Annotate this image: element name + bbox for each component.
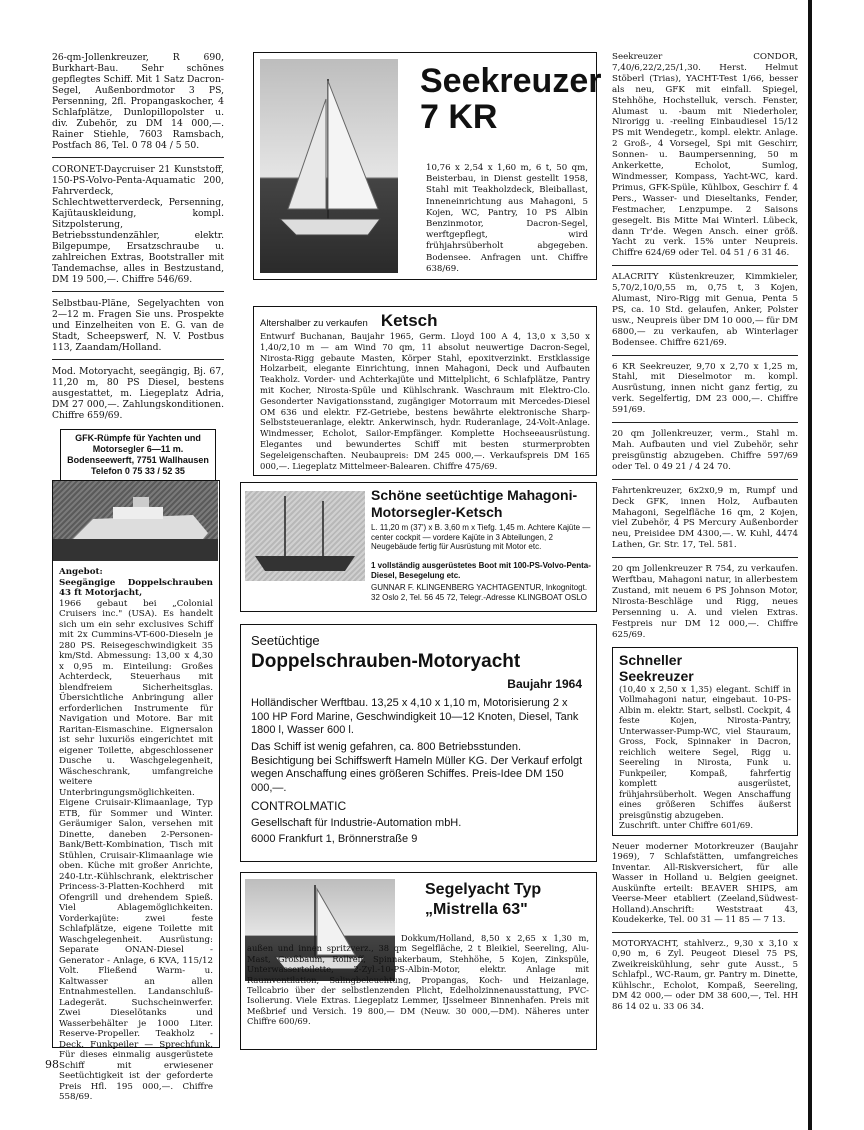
left-column (52, 52, 224, 481)
sailboat-illustration (260, 59, 398, 273)
mahagoni-text-2: 1 vollständig ausgerüstetes Boot mit 100-PS-Volvo-Penta-Diesel, Besegelung etc. (371, 561, 591, 580)
dsm-year: Baujahr 1964 (507, 677, 582, 691)
classified-ad-motorkreuzer: Neuer moderner Motorkreuzer (Baujahr 1969), 7 Schlafstätten, umfangreiches Inventar. All-Riskversichert, für alle Wasser in Holland u. Belgien geeignet. Auskünfte erteilt: BEAVER SHIPS, am Veerse-Meer etabliert (Zeeland,Südwest-Holland).Anschrift: Weststraat 43, Koudekerke, Tel. 00 31 — 11 85 — 7 13. (612, 841, 798, 925)
classified-ad-motoryacht: Mod. Motoryacht, seegängig, Bj. 67, 11,20 m, 80 PS Diesel, bestens ausgestattet, m. Liegeplatz Adria, DM 27 000,—. Zahlungskonditionen. Chiffre 659/69. (52, 366, 224, 421)
mistrella-text: Dokkum/Holland, 8,50 x 2,65 x 1,30 m, außen und innen spritzverz., 38 qm Segelfläche, 2 t Bleikiel, Seereling, Alu-Mast, Großbaum, Rollreff, Spinnakerbaum, Stehhöhe, 5 Kojen, Zinkspüle, Unterwassertoilette, 2-Zyl.-10-PS-Albin-Motor, elektr. Anlage mit Raumventilation, Salingbeleuchtung, Propangas, Koch- und Heizanlage, Tellcabrio über der selbstlenzenden Plicht, Edelholzinnenausstattung, PVC-Isolierung. Viele Extras. Liegeplatz Lemmer, IJsselmeer Binnenhafen. Preis mit Meßbrief und Versich. 19 800,— DM (Neuw. 30 000,—DM). Näheres unter Chiffre 600/69. (247, 933, 589, 1027)
page-edge-bar (808, 0, 812, 1130)
ad-heading: Seegängige Doppelschrauben 43 ft Motorjacht, (59, 577, 213, 598)
classified-ad-jollenkreuzer: 26-qm-Jollenkreuzer, R 690, Burkhart-Bau. Sehr schönes gepflegtes Schiff. Mit 1 Satz Dacron-Segel, Außenbordmotor 3 PS, Persenning, 2fl. Propangaskocher, 4 Schlafplätze, Dunlopillopolster u. div. Zubehör, zu DM 14 000,—. Rainer Stiehle, 7603 Ramsbach, Postfach 86, Tel. 0 78 04 / 5 50. (52, 52, 224, 151)
seekreuzer-subtitle: 7 KR (420, 98, 498, 136)
ketsch-ad-box (253, 306, 597, 476)
divider (612, 422, 798, 423)
doppelschrauben-ad-box (240, 624, 597, 862)
seekreuzer-ad-box (253, 52, 602, 280)
seekreuzer-title: Seekreuzer (420, 62, 602, 100)
mistrella-subtitle: „Mistrella 63" (425, 901, 528, 918)
dsm-address-2: 6000 Frankfurt 1, Brönnerstraße 9 (251, 833, 418, 845)
divider (612, 355, 798, 356)
schneller-title: Schneller (619, 651, 683, 668)
divider (612, 932, 798, 933)
classified-ad-motoryacht-stahl: MOTORYACHT, stahlverz., 9,30 x 3,10 x 0,90 m, 6 Zyl. Peugeot Diesel 75 PS, Zweikreiskühlung, sehr gute Ausst., 5 Schlafpl., WC-Raum, gr. Pantry m. Dinette, Kühlschr., Echolot, Kompaß, Seereling, DM 42 000,— oder DM 38 600,—, Tel. HH 86 14 02 u. 33 06 34. (612, 938, 798, 1012)
gfk-line: Telefon 0 75 33 / 52 35 (91, 466, 185, 476)
yacht-illustration (53, 481, 218, 561)
divider (52, 157, 224, 158)
sailboat-photo (260, 59, 398, 273)
schneller-text: (10,40 x 2,50 x 1,35) elegant. Schiff in Vollmahagoni natur, eingebaut. 10-PS-Albin m. elektr. Start, selbstl. Cockpit, 4 feste Kojen, Nirosta-Pantry, Unterwasser-Pump-WC, viel Stauraum, Gross, Fock, Spinnaker in Dacron, reichlich weitere Segel, Rigg u. Seereling in Nirosta, Funk u. Funkpeiler, Kompaß, fahrfertig komplett ausgerüstet, frühjahrsüberholt. Wegen Anschaffung eines größeren Schiffes äußerst preisgünstig abzugeben. (619, 683, 791, 820)
classified-ad-selbstbau: Selbstbau-Pläne, Segelyachten von 2—12 m. Fragen Sie uns. Prospekte und Einzelheiten von E. G. van de Stadt, Scheepswerf, N. V. Postbus 113, Zaandam/Holland. (52, 298, 224, 353)
divider (612, 265, 798, 266)
divider (612, 557, 798, 558)
motorsegler-photo (245, 491, 365, 581)
right-column (612, 52, 798, 1012)
schneller-chiffre: Zuschrift. unter Chiffre 601/69. (619, 820, 754, 830)
classified-ad-alacrity: ALACRITY Küstenkreuzer, Kimmkieler, 5,70/2,10/0,55 m, 0,75 t, 3 Kojen, Alumast, Niro-Rigg mit Genua, Penta 5 PS, ca. 10 Std. gelaufen, Anker, Polster usw., Neupreis über DM 10 000,— für DM 6800,— zu verkaufen, ab Winterlager Bodensee. Chiffre 621/69. (612, 272, 798, 348)
mistrella-ad-box (240, 872, 597, 1050)
motorsegler-illustration (245, 491, 365, 581)
gfk-line: Bodenseewerft, 7751 Wallhausen (67, 455, 209, 465)
classified-ad-condor: Seekreuzer CONDOR, 7,40/6,22/2,25/1,30. Herst. Helmut Stöberl (Trias), YACHT-Test 1/66, besser als neu, GFK mit einfall. Spiegel, Stehhöhe, Hochstelluk, versch. Fenster, Alumast u. -baum mit Niederholer, Nirorigg u. -reeling Einbaudiesel 15/12 PS mit Wendegetr., kompl. elektr. Anlage. 2 Groß-, 4 Vorsegel, Spi mit Geschirr, Sonnen- u. Baumpersenning, 50 m Ankerkette, Echolot, Sumlog, Windmesser, Kompass, Yacht-WC, kard. Primus, GFK-Spüle, Kühlbox, Geschirr f. 4 Pers., Wasser- und Dieseltanks, Fender, Festmacher, Lenzpumpe. 2 Saisons gesegelt. Bis Mitte Mai Winterl. Lübeck, dann Tr'de. Wegen Ansch. einer größ. Yacht zu verk. 15% unter Neupreis. Chiffre 624/69 oder Tel. 04 51 / 6 31 46. (612, 52, 798, 259)
divider (52, 291, 224, 292)
dsm-text-2: Das Schiff ist wenig gefahren, ca. 800 Betriebsstunden. Besichtigung bei Schiffswerft Hameln Müller KG. Der Verkauf erfolgt wegen Anschaffung eines größeren Schiffes. Preis-Idee DM 150 000,—. (251, 741, 583, 794)
classified-ad-fahrtenkreuzer: Fahrtenkreuzer, 6x2x0,9 m, Rumpf und Deck GFK, innen Holz, Aufbauten Mahagoni, Segelfläche 16 qm, 2 Kojen, viel Zubehör, 4 PS Mercury Außenborder neu, Preisidee DM 4300,—. W. Kuhl, 4474 Lathen, Gr. Str. 17, Tel. 581. (612, 485, 798, 551)
ketsch-text: Entwurf Buchanan, Baujahr 1965, Germ. Lloyd 100 A 4, 13,0 x 3,50 x 1,40/2,10 m — am Wind 70 qm, 11 absolut neuwertige Dacron-Segel, Nirosta-Rigg gebaute Masten, Körper Stahl, epoxitverzinkt. Erstklassige Holzarbeit, elegante Einrichtung, innen Mahagoni, Deck und Aufbauten Teakholz. Vorder- und Achterkajüte und Mittelplicht, 6 Schlafplätze, Pantry mit Kocher, Nirosta-Spüle und Kühlschrank. Waschraum mit Elektro-Clo. Gesonderter Navigationsstand, zugängiger Motorraum mit Mercedes-Diesel OM 636 und elektr. FZ-Getriebe, bestens bewährte elektronische Sharp-Selbststeueranlage, elektr. Ankerwinsch, hydr. Ruderanlage, 24-Volt-Anlage. Windmesser, Echolot, Sailor-Empfänger. Komplette Hochseeausrüstung. Elegantes und bewundertes Schiff mit besten sturmerprobten Segeleigenschaften. Neubaupreis: DM 245 000,—. Verkaufspreis DM 165 000,—. Liegeplatz Mittelmeer-Balearen. Chiffre 475/69. (260, 331, 590, 471)
schneller-subtitle: Seekreuzer (619, 667, 694, 684)
classified-ad-coronet: CORONET-Daycruiser 21 Kunststoff, 150-PS-Volvo-Penta-Aquamatic 200, Fahrverdeck, Schlechtwetterverdeck, Persenning, Kajütauskleidung, kompl. Sitzpolsterung, Betriebsstundenzähler, elektr. Bilgepumpe, Ersatzschraube u. zahlreichen Extras, Bootstraller mit Tandemachse, alles in Bestzustand, DM 19 500,—. Chiffre 546/69. (52, 164, 224, 285)
page-number: 98 (45, 1058, 59, 1071)
dsm-address-1: Gesellschaft für Industrie-Automation mbH. (251, 817, 462, 829)
ad-body: 1966 gebaut bei „Colonial Cruisers inc." (USA). Es handelt sich um ein sehr exclusives Schiff mit 2x Cummins-VT-600-Dieseln je 280 PS. Reisegeschwindigkeit 35 km/Std. Abmessung: 13,00 x 4,30 x 0,95 m. Einteilung: Großes Achterdeck, Steuerhaus mit blendfreiem Sicherheitsglas. Übersichtliche Anbringung aller erforderlichen Instrumente für Navigation und Motore. Bar mit Raritan-Eismaschine. Eignersalon ist sehr luxuriös eingerichtet mit eigener Toilette, abgeschlossener Dusche u. Waschgelegenheit, Wäscheschrank, umfangreiche weitere Unterbringungsmöglichkeiten. Eigene Cruisair-Klimaanlage, Typ ETB, für Sommer und Winter. Geräumiger Salon, versehen mit Dinette, daneben 2-Personen-Bank/Bett-Kombination, Tisch mit Stühlen, Cruisair-Klimaanlage wie oben. Küche mit großer Anrichte, 240-Ltr.-Kühlschrank, elektrischer Princess-3-Platten-Kochherd mit Ofengrill und drehendem Spieß. Viel Ablagemöglichkeiten. Vorderkajüte: zwei feste Schlafplätze, eigene Toilette mit Waschgelegenheit. Ausrüstung: Separate ONAN-Diesel - Generator - Anlage, 6 KVA, 115/12 Volt. Fließend Warm- u. Kaltwasser an allen Entnahmestellen. Landanschluß-Ladegerät. Suchscheinwerfer. Zwei Dieselötanks und Wasserbehälter je 1000 Liter. Reserve-Propeller. Teakholz - Deck. Funkpeiler — Sprechfunk. Für dieses einmalig ausgerüstete Schiff mit erwiesener Seetüchtigkeit ist der geforderte Preis Hfl. 195 000,—. Chiffre 558/69. (59, 598, 213, 1102)
mahagoni-contact: GUNNAR F. KLINGENBERG YACHTAGENTUR, Inkognitogt. 32 Oslo 2, Tel. 56 45 72, Telegr.-Adresse KLINGBOAT OSLO (371, 583, 588, 602)
divider (612, 479, 798, 480)
mahagoni-ad-box (240, 482, 597, 612)
classified-ad-6kr: 6 KR Seekreuzer, 9,70 x 2,70 x 1,25 m, Stahl, mit Dieselmotor m. kompl. Ausrüstung, innen nicht ganz fertig, zu verk. Segelfertig, DM 23 000,—. Chiffre 591/69. (612, 361, 798, 416)
ad-label: Angebot: (59, 567, 103, 577)
schneller-seekreuzer-box (612, 647, 798, 836)
divider (52, 359, 224, 360)
dsm-title: Doppelschrauben-Motoryacht (251, 651, 521, 672)
gfk-line: Motorsegler 6—11 m. (92, 444, 184, 454)
dsm-company: CONTROLMATIC (251, 799, 347, 813)
ketsch-lead: Altershalber zu verkaufen (260, 318, 368, 329)
seekreuzer-text: 10,76 x 2,54 x 1,60 m, 6 t, 50 qm, Beisterbau, in Dienst gestellt 1958, Stahl mit Teakholzdeck, Bleiballast, Inneneinrichtung aus Mahagoni, 5 Kojen, WC, Pantry, 10 PS Albin Benzinmotor, Dacron-Segel, werftgepflegt, wird frühjahrsüberholt abgegeben. Bodensee. Anfragen unt. Chiffre 638/69. (426, 163, 588, 274)
classified-ad-20qm: 20 qm Jollenkreuzer, verm., Stahl m. Mah. Aufbauten und viel Zubehör, sehr preisgünstig abzugeben. Chiffre 597/69 oder Tel. 0 49 21 / 4 24 70. (612, 429, 798, 472)
gfk-line: GFK-Rümpfe für Yachten und (75, 433, 201, 443)
dsm-lead: Seetüchtige (251, 633, 320, 648)
mahagoni-text: L. 11,20 m (37') x B. 3,60 m x Tiefg. 1,45 m. Achtere Kajüte — center cockpit — vordere Kajüte in 3 Abteilungen, 2 Neugebäude fertig für Ausrüstung mit Motor etc. (371, 523, 591, 551)
ketsch-title: Ketsch (380, 311, 438, 330)
mistrella-title: Segelyacht Typ (425, 881, 542, 898)
dsm-text-1: Holländischer Werftbau. 13,25 x 4,10 x 1,10 m, Motorisierung 2 x 100 HP Ford Marine, Geschwindigkeit 10—12 Knoten, Diesel, Tank 1800 l, Wasser 600 l. (251, 697, 579, 736)
motorjacht-photo (53, 481, 218, 561)
classified-ad-r754: 20 qm Jollenkreuzer R 754, zu verkaufen. Werftbau, Mahagoni natur, in allerbestem Zustand, mit neuem 6 PS Johnson Motor, Nirosta-Beschläge und Rigg, neues Persenning u. A. und vielen Extras. Festpreis nur DM 12 000,—. Chiffre 625/69. (612, 564, 798, 640)
gfk-box (60, 429, 216, 481)
mahagoni-title: Schöne seetüchtige Mahagoni-Motorsegler-Ketsch (371, 487, 578, 520)
